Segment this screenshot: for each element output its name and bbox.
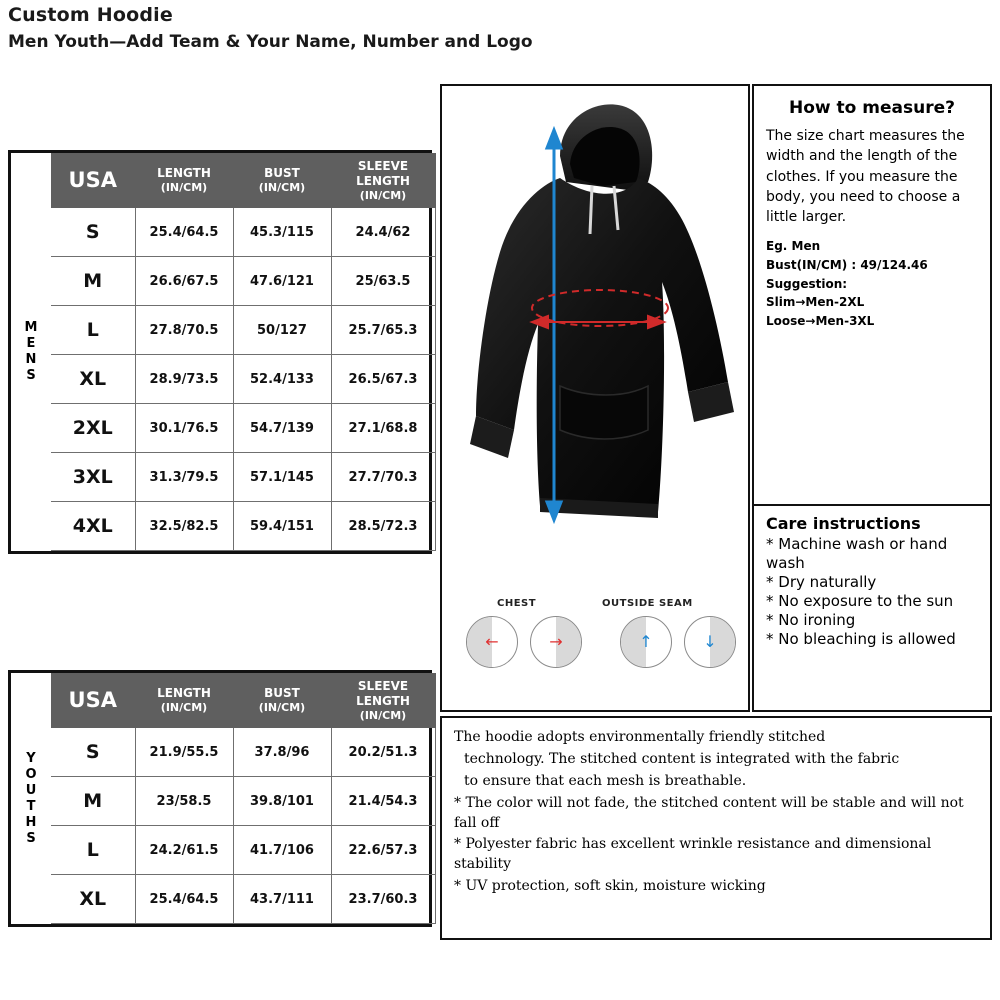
youths-side-label: YOUTHS	[11, 673, 51, 924]
mens-table-frame	[8, 150, 432, 554]
cell-size: M	[51, 257, 135, 306]
seam-icon-up	[620, 616, 672, 668]
cell-sleeve: 26.5/67.3	[331, 355, 435, 404]
cell-size: S	[51, 728, 135, 777]
mens-side-label: MENS	[11, 153, 51, 551]
column-header-sleeve-main: SLEEVE LENGTH	[356, 158, 410, 188]
table-row	[51, 728, 435, 777]
table-row	[51, 257, 435, 306]
table-row	[51, 826, 435, 875]
measure-icons-group	[442, 616, 750, 676]
cell-sleeve: 25/63.5	[331, 257, 435, 306]
list-item: * No bleaching is allowed	[766, 630, 956, 649]
list-item: * Machine wash or hand wash	[766, 535, 948, 573]
mens-size-block	[8, 150, 432, 554]
column-header-length	[135, 674, 233, 728]
hoodie-svg	[442, 86, 750, 556]
care-instructions-panel	[752, 506, 992, 712]
column-header-sleeve	[331, 674, 435, 728]
cell-bust: 43.7/111	[233, 875, 331, 924]
table-row	[51, 208, 435, 257]
cell-sleeve: 23.7/60.3	[331, 875, 435, 924]
arrow-up-icon: ↑	[639, 632, 653, 651]
cell-sleeve: 22.6/57.3	[331, 826, 435, 875]
cell-size: M	[51, 777, 135, 826]
cell-length: 31.3/79.5	[135, 453, 233, 502]
care-instructions-heading: Care instructions	[766, 514, 921, 533]
cell-bust: 41.7/106	[233, 826, 331, 875]
example-title: Eg. Men	[766, 239, 821, 254]
cell-length: 26.6/67.5	[135, 257, 233, 306]
page-title: Custom Hoodie	[8, 4, 173, 26]
cell-sleeve: 20.2/51.3	[331, 728, 435, 777]
youths-table-frame	[8, 670, 432, 927]
column-header-sleeve-sub: (IN/CM)	[359, 708, 407, 722]
mens-size-table	[51, 153, 436, 551]
fabric-line: * The color will not fade, the stitched content will be stable and will not fall off	[454, 794, 964, 831]
column-header-bust-main: BUST	[264, 166, 300, 181]
cell-length: 24.2/61.5	[135, 826, 233, 875]
cell-length: 21.9/55.5	[135, 728, 233, 777]
column-header-bust	[233, 154, 331, 208]
column-header-bust-main: BUST	[264, 686, 300, 701]
list-item: * No ironing	[766, 611, 856, 630]
table-row	[51, 777, 435, 826]
chest-measure-label: CHEST	[497, 598, 537, 609]
cell-size: L	[51, 306, 135, 355]
table-row	[51, 306, 435, 355]
cell-bust: 45.3/115	[233, 208, 331, 257]
seam-icon-down	[684, 616, 736, 668]
cell-sleeve: 28.5/72.3	[331, 502, 435, 551]
cell-bust: 47.6/121	[233, 257, 331, 306]
arrow-down-icon: ↓	[703, 632, 717, 651]
column-header-bust	[233, 674, 331, 728]
how-to-measure-panel	[752, 84, 992, 506]
table-row	[51, 355, 435, 404]
fabric-line: * Polyester fabric has excellent wrinkle resistance and dimensional stability	[454, 836, 932, 873]
table-row	[51, 404, 435, 453]
example-block	[766, 237, 978, 330]
cell-length: 27.8/70.5	[135, 306, 233, 355]
arrow-right-icon: →	[549, 632, 563, 651]
youths-size-table	[51, 673, 436, 924]
column-header-sleeve-main: SLEEVE LENGTH	[356, 678, 410, 708]
how-to-measure-body: The size chart measures the width and the length of the clothes. If you measure the body, you need to choose a little larger.	[766, 128, 965, 226]
cell-length: 25.4/64.5	[135, 875, 233, 924]
column-header-usa: USA	[51, 154, 135, 208]
table-header-row	[51, 674, 435, 728]
column-header-length-sub: (IN/CM)	[160, 181, 208, 195]
product-image-panel	[440, 84, 750, 712]
cell-sleeve: 24.4/62	[331, 208, 435, 257]
cell-length: 32.5/82.5	[135, 502, 233, 551]
column-header-bust-sub: (IN/CM)	[258, 701, 306, 715]
fabric-line: to ensure that each mesh is breathable.	[464, 772, 747, 789]
cell-bust: 50/127	[233, 306, 331, 355]
page-subtitle: Men Youth—Add Team & Your Name, Number and Logo	[8, 32, 533, 52]
example-suggestion: Suggestion:	[766, 276, 848, 291]
column-header-sleeve	[331, 154, 435, 208]
cell-size: XL	[51, 355, 135, 404]
cell-bust: 57.1/145	[233, 453, 331, 502]
example-slim: Slim→Men-2XL	[766, 295, 865, 310]
fabric-line: The hoodie adopts environmentally friendly stitched	[454, 729, 826, 745]
cell-length: 23/58.5	[135, 777, 233, 826]
cell-size: 4XL	[51, 502, 135, 551]
cell-sleeve: 25.7/65.3	[331, 306, 435, 355]
cell-size: S	[51, 208, 135, 257]
cell-size: XL	[51, 875, 135, 924]
column-header-length-main: LENGTH	[157, 166, 211, 181]
cell-length: 25.4/64.5	[135, 208, 233, 257]
table-row	[51, 875, 435, 924]
chest-icon-left	[466, 616, 518, 668]
chest-icon-right	[530, 616, 582, 668]
hoodie-illustration	[442, 86, 750, 556]
care-instructions-list	[766, 535, 978, 649]
cell-bust: 39.8/101	[233, 777, 331, 826]
column-header-bust-sub: (IN/CM)	[258, 181, 306, 195]
fabric-line: technology. The stitched content is integrated with the fabric	[464, 750, 900, 767]
how-to-measure-heading: How to measure?	[789, 98, 955, 118]
table-header-row	[51, 154, 435, 208]
outside-seam-measure-label: OUTSIDE SEAM	[602, 598, 693, 609]
fabric-description-panel	[440, 716, 992, 940]
example-bust: Bust(IN/CM) : 49/124.46	[766, 258, 928, 273]
cell-size: L	[51, 826, 135, 875]
cell-sleeve: 27.7/70.3	[331, 453, 435, 502]
arrow-left-icon: ←	[485, 632, 499, 651]
cell-size: 3XL	[51, 453, 135, 502]
column-header-sleeve-sub: (IN/CM)	[359, 188, 407, 202]
cell-bust: 54.7/139	[233, 404, 331, 453]
cell-size: 2XL	[51, 404, 135, 453]
youths-size-block	[8, 670, 432, 927]
cell-bust: 59.4/151	[233, 502, 331, 551]
column-header-length	[135, 154, 233, 208]
cell-sleeve: 27.1/68.8	[331, 404, 435, 453]
column-header-length-main: LENGTH	[157, 686, 211, 701]
list-item: * Dry naturally	[766, 573, 877, 592]
header	[8, 4, 533, 52]
table-row	[51, 502, 435, 551]
cell-length: 30.1/76.5	[135, 404, 233, 453]
table-row	[51, 453, 435, 502]
cell-sleeve: 21.4/54.3	[331, 777, 435, 826]
cell-bust: 52.4/133	[233, 355, 331, 404]
example-loose: Loose→Men-3XL	[766, 313, 875, 328]
column-header-usa: USA	[51, 674, 135, 728]
column-header-length-sub: (IN/CM)	[160, 701, 208, 715]
cell-bust: 37.8/96	[233, 728, 331, 777]
fabric-line: * UV protection, soft skin, moisture wicking	[454, 878, 766, 895]
list-item: * No exposure to the sun	[766, 592, 954, 611]
cell-length: 28.9/73.5	[135, 355, 233, 404]
